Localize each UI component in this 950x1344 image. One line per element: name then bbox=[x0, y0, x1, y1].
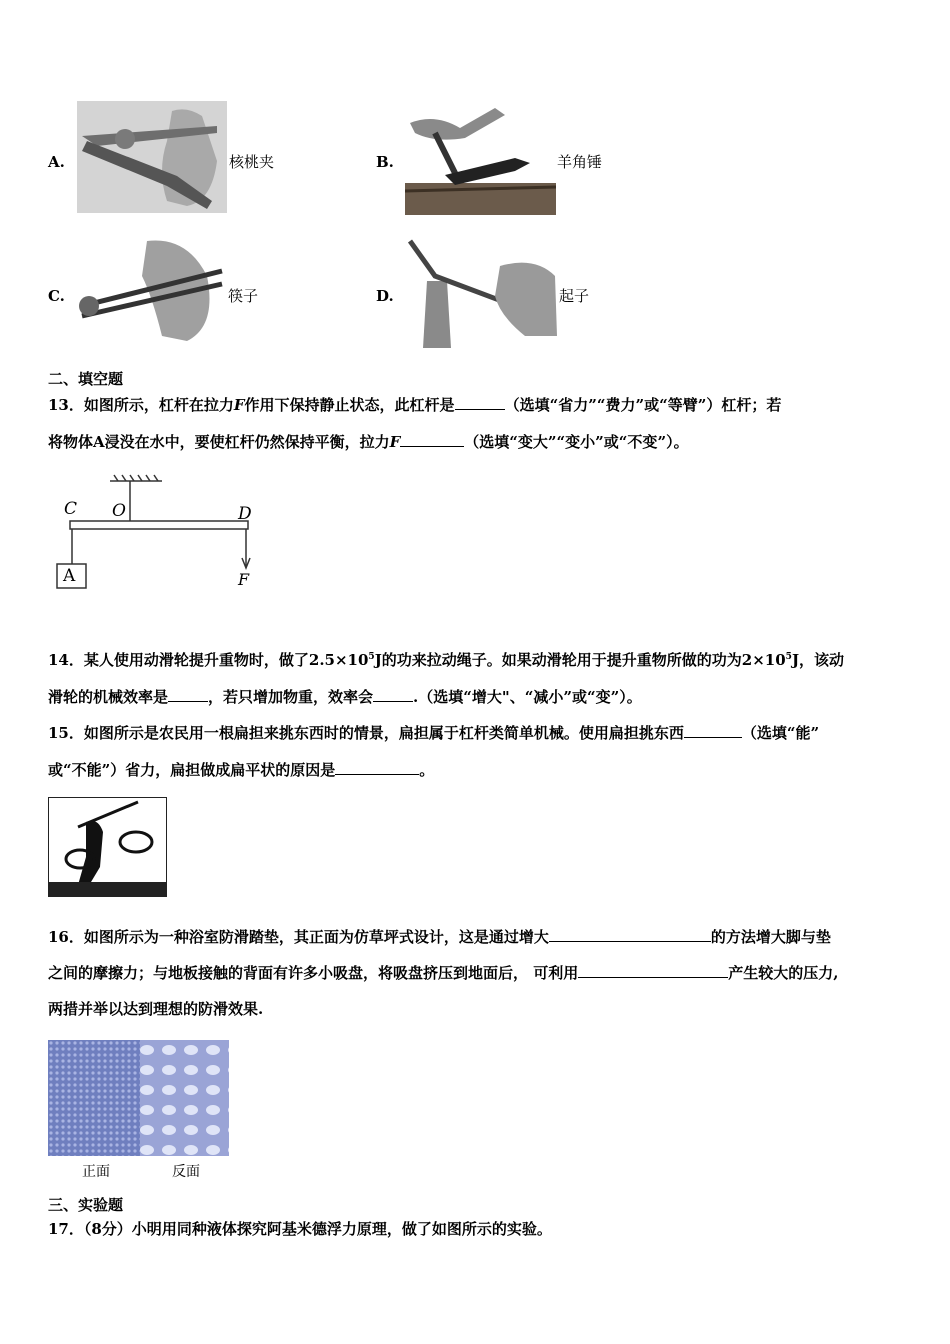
question-14-line-2 bbox=[48, 687, 642, 707]
question-16-line-1 bbox=[48, 927, 831, 947]
question-13-line-1 bbox=[48, 395, 781, 415]
walnut-cracker-photo bbox=[77, 101, 227, 213]
q15-number: 15． bbox=[48, 724, 84, 742]
q13-force-symbol-2: F bbox=[389, 433, 401, 451]
q14-exponent-1: 5 bbox=[368, 652, 375, 662]
q16-text-d: 产生较大的压力, bbox=[728, 964, 839, 982]
point-d-label: D bbox=[238, 504, 252, 524]
block-a-label: A bbox=[63, 566, 76, 586]
option-a-caption: 核桃夹 bbox=[229, 153, 275, 171]
section-experiment-title: 三、实验题 bbox=[48, 1196, 124, 1214]
q13-text-b: 作用下保持静止状态，此杠杆是 bbox=[244, 396, 455, 414]
option-d-caption: 起子 bbox=[559, 287, 590, 305]
claw-hammer-photo bbox=[405, 103, 556, 215]
option-d-letter: D. bbox=[376, 287, 394, 305]
q14-text-a: 某人使用动滑轮提升重物时，做了2.5×10 bbox=[83, 651, 369, 669]
q13-text-d: 将物体A浸没在水中，要使杠杆仍然保持平衡，拉力 bbox=[48, 433, 390, 451]
q15-text-c: 或“不能”）省力，扁担做成扁平状的原因是 bbox=[48, 761, 336, 779]
option-c-caption: 筷子 bbox=[228, 287, 259, 305]
q13-text-e: （选填“变大”“变小”或“不变”）。 bbox=[464, 433, 689, 451]
q17-number: 17． bbox=[48, 1220, 84, 1238]
question-16-line-2 bbox=[48, 963, 838, 983]
force-f-label: F bbox=[238, 570, 250, 589]
question-14-line-1 bbox=[48, 650, 844, 670]
question-13-line-2 bbox=[48, 432, 689, 452]
chopsticks-photo bbox=[77, 236, 227, 348]
section-fill-blank-title: 二、填空题 bbox=[48, 370, 124, 388]
carrying-pole-photo bbox=[48, 797, 167, 897]
q14-text-c: J，该动 bbox=[791, 651, 845, 669]
q15-text-a: 如图所示是农民用一根扁担来挑东西时的情景，扁担属于杠杆类简单机械。使用扁担挑东西 bbox=[83, 724, 684, 742]
q15-text-d: 。 bbox=[419, 761, 435, 779]
q14-blank-2[interactable] bbox=[373, 687, 413, 702]
option-b-caption: 羊角锤 bbox=[557, 153, 603, 171]
bottle-opener-photo bbox=[405, 236, 559, 348]
mat-front-label: 正面 bbox=[82, 1164, 110, 1180]
point-o-label: O bbox=[112, 501, 126, 521]
option-b-letter: B. bbox=[376, 153, 394, 171]
q15-blank-1[interactable] bbox=[684, 723, 742, 738]
lever-bar bbox=[70, 521, 248, 529]
q15-blank-2[interactable] bbox=[335, 760, 419, 775]
q16-text-b: 的方法增大脚与垫 bbox=[710, 928, 831, 946]
lever-figure bbox=[50, 474, 270, 594]
point-c-label: C bbox=[64, 499, 78, 519]
q13-number: 13． bbox=[48, 396, 84, 414]
q16-number: 16． bbox=[48, 928, 84, 946]
mat-back-label: 反面 bbox=[172, 1164, 200, 1180]
q14-exponent-2: 5 bbox=[785, 652, 792, 662]
q16-text-c: 之间的摩擦力；与地板接触的背面有许多小吸盘，将吸盘挤压到地面后， 可利用 bbox=[48, 964, 579, 982]
question-15-line-2 bbox=[48, 760, 434, 780]
q13-blank-2[interactable] bbox=[400, 432, 464, 447]
bath-mat-photo bbox=[48, 1040, 229, 1156]
q15-text-b: （选填“能” bbox=[741, 724, 820, 742]
q16-text-a: 如图所示为一种浴室防滑踏垫，其正面为仿草坪式设计，这是通过增大 bbox=[83, 928, 549, 946]
q14-number: 14． bbox=[48, 651, 84, 669]
question-15-line-1 bbox=[48, 723, 819, 743]
q16-blank-1[interactable] bbox=[549, 927, 711, 942]
question-17 bbox=[48, 1219, 552, 1239]
option-a-letter: A. bbox=[48, 153, 65, 171]
q14-text-e: ，若只增加物重，效率会 bbox=[208, 688, 374, 706]
q13-text-a: 如图所示，杠杆在拉力 bbox=[83, 396, 234, 414]
q14-text-d: 滑轮的机械效率是 bbox=[48, 688, 169, 706]
q16-blank-2[interactable] bbox=[578, 963, 728, 978]
q13-blank-1[interactable] bbox=[455, 395, 505, 410]
q14-text-f: .（选填“增大"、“减小”或“变”）。 bbox=[413, 688, 642, 706]
option-c-letter: C. bbox=[48, 287, 65, 305]
question-16-line-3: 两措并举以达到理想的防滑效果. bbox=[48, 1000, 264, 1018]
q14-blank-1[interactable] bbox=[168, 687, 208, 702]
q13-text-c: （选填“省力”“费力”或“等臂”）杠杆；若 bbox=[504, 396, 782, 414]
q13-force-symbol: F bbox=[233, 396, 245, 414]
q14-text-b: J的功来拉动绳子。如果动滑轮用于提升重物所做的功为2×10 bbox=[374, 651, 786, 669]
q17-text: （8分）小明用同种液体探究阿基米德浮力原理，做了如图所示的实验。 bbox=[83, 1220, 552, 1238]
